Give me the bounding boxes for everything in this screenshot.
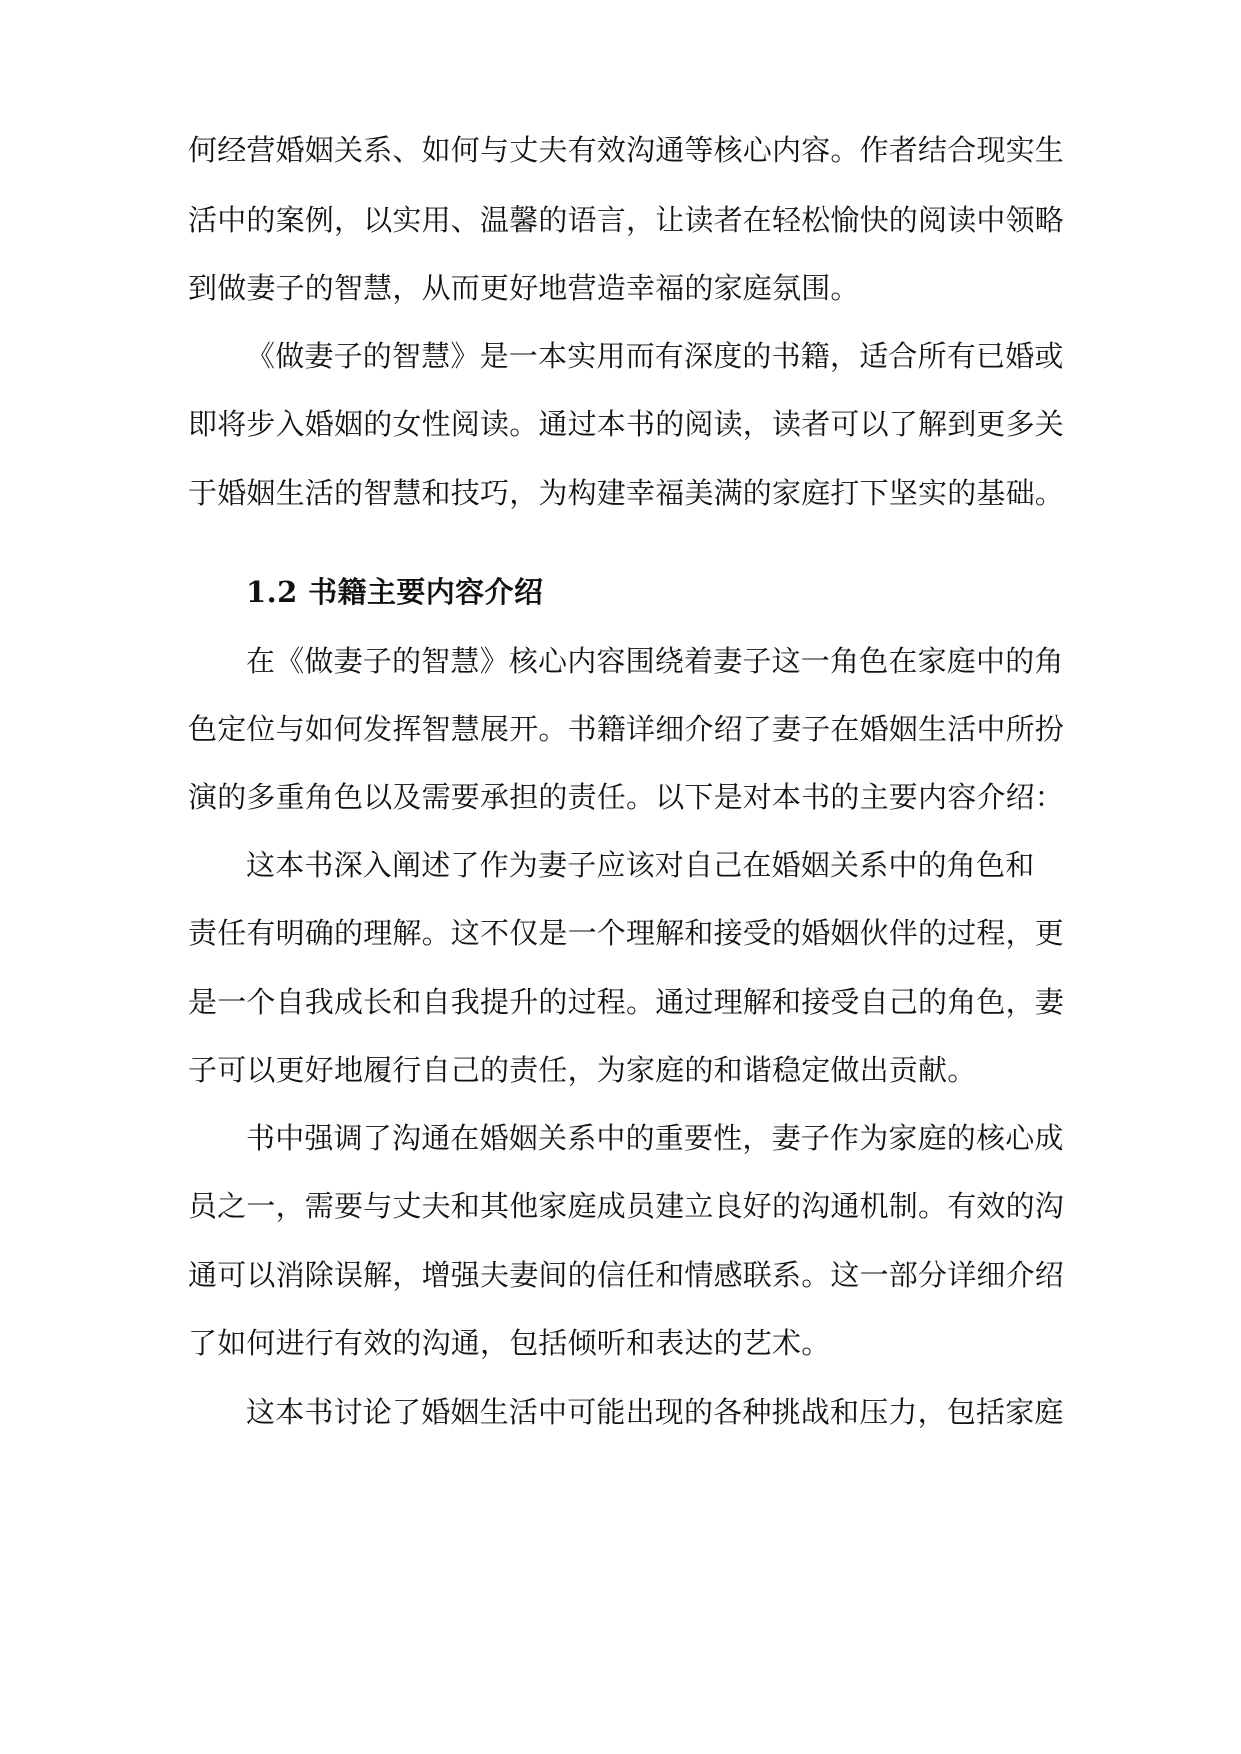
section-heading: 1.2 书籍主要内容介绍: [246, 575, 544, 609]
paragraph-line: 在《做妻子的智慧》核心内容围绕着妻子这一角色在家庭中的角: [246, 644, 1064, 678]
paragraph-line: 了如何进行有效的沟通，包括倾听和表达的艺术。: [188, 1326, 831, 1360]
paragraph-line: 子可以更好地履行自己的责任，为家庭的和谐稳定做出贡献。: [188, 1053, 977, 1087]
paragraph-line: 书中强调了沟通在婚姻关系中的重要性，妻子作为家庭的核心成: [246, 1121, 1064, 1155]
paragraph-line: 责任有明确的理解。这不仅是一个理解和接受的婚姻伙伴的过程，更: [188, 916, 1065, 950]
paragraph-line: 《做妻子的智慧》是一本实用而有深度的书籍，适合所有已婚或: [246, 339, 1064, 373]
paragraph-line: 通可以消除误解，增强夫妻间的信任和情感联系。这一部分详细介绍: [188, 1258, 1065, 1292]
paragraph-line: 即将步入婚姻的女性阅读。通过本书的阅读，读者可以了解到更多关: [188, 407, 1065, 441]
paragraph-line: 何经营婚姻关系、如何与丈夫有效沟通等核心内容。作者结合现实生: [188, 133, 1065, 167]
paragraph-line: 这本书深入阐述了作为妻子应该对自己在婚姻关系中的角色和: [246, 848, 1035, 882]
paragraph-line: 是一个自我成长和自我提升的过程。通过理解和接受自己的角色，妻: [188, 985, 1065, 1019]
paragraph-line: 色定位与如何发挥智慧展开。书籍详细介绍了妻子在婚姻生活中所扮: [188, 712, 1065, 746]
paragraph-line: 员之一，需要与丈夫和其他家庭成员建立良好的沟通机制。有效的沟: [188, 1189, 1065, 1223]
paragraph-line: 于婚姻生活的智慧和技巧，为构建幸福美满的家庭打下坚实的基础。: [188, 476, 1065, 510]
paragraph-line: 到做妻子的智慧，从而更好地营造幸福的家庭氛围。: [188, 271, 860, 305]
paragraph-line: 这本书讨论了婚姻生活中可能出现的各种挑战和压力，包括家庭: [246, 1395, 1064, 1429]
paragraph-line: 活中的案例，以实用、温馨的语言，让读者在轻松愉快的阅读中领略: [188, 203, 1065, 237]
paragraph-line: 演的多重角色以及需要承担的责任。以下是对本书的主要内容介绍：: [188, 780, 1065, 814]
